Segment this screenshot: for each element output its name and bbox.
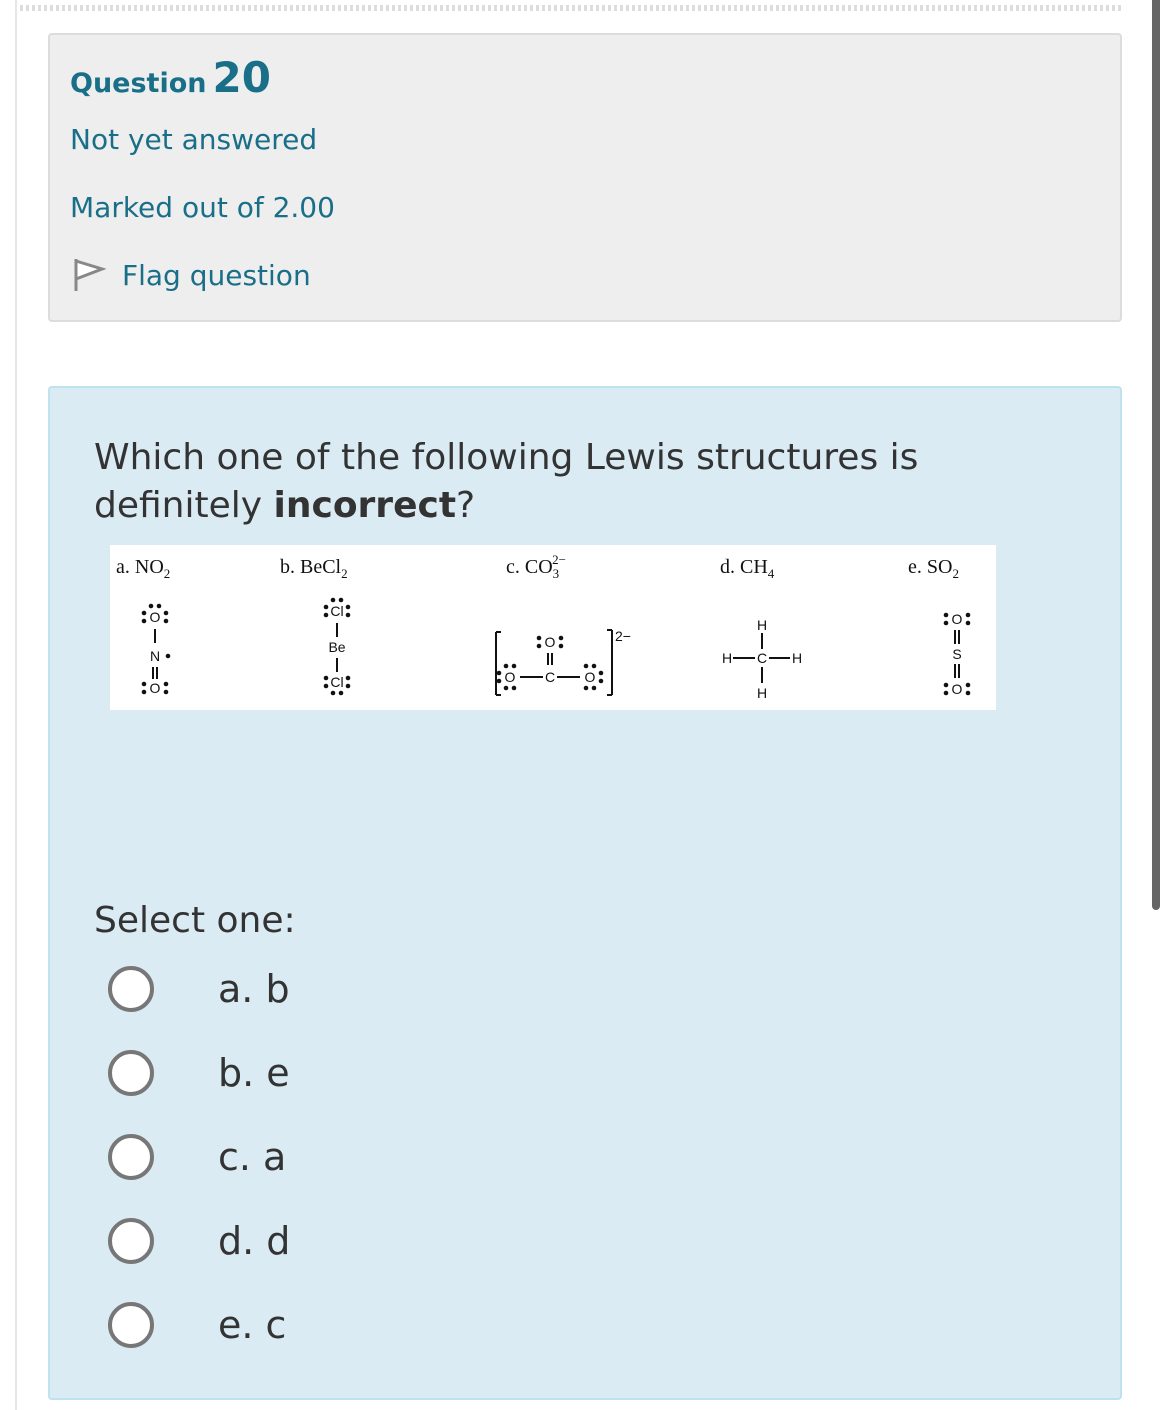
electron-dot: [504, 686, 509, 691]
electron-dot: [166, 654, 171, 659]
question-state: Not yet answered: [70, 123, 318, 156]
question-text-bold: incorrect: [273, 485, 457, 526]
electron-dot: [512, 686, 517, 691]
electron-dot: [592, 686, 597, 691]
atom-label: O: [149, 680, 161, 696]
flag-question-label: Flag question: [122, 258, 311, 292]
answer-option[interactable]: [108, 1134, 286, 1180]
answer-option-label: a. b: [218, 967, 290, 1011]
question-text: [94, 434, 994, 530]
select-one-prompt: Select one:: [94, 900, 296, 941]
electron-dot: [324, 676, 329, 681]
electron-dot: [966, 621, 971, 626]
atom-label: H: [791, 650, 803, 666]
radio-button[interactable]: [108, 1134, 154, 1180]
flag-icon: [72, 257, 106, 293]
electron-dot: [142, 611, 147, 616]
electron-dot: [324, 605, 329, 610]
structure-label: b. BeCl$_2$: [280, 556, 348, 581]
electron-dot: [599, 679, 604, 684]
atom-label: O: [951, 681, 963, 697]
electron-dot: [497, 679, 502, 684]
electron-dot: [164, 611, 169, 616]
structure-label: c. $CO_32-$: [506, 552, 567, 581]
answer-option[interactable]: [108, 966, 290, 1012]
atom-label: Be: [328, 639, 346, 655]
electron-dot: [157, 604, 162, 609]
question-content: [48, 386, 1122, 1400]
answer-option[interactable]: [108, 1050, 290, 1096]
electron-dot: [346, 684, 351, 689]
question-text-part: Which one of the following Lewis structures is definitely: [94, 437, 919, 526]
electron-dot: [142, 682, 147, 687]
answer-option[interactable]: [108, 1218, 290, 1264]
radio-button[interactable]: [108, 966, 154, 1012]
atom-label: H: [756, 685, 768, 701]
electron-dot: [339, 691, 344, 696]
electron-dot: [966, 683, 971, 688]
electron-dot: [512, 664, 517, 669]
electron-dot: [331, 691, 336, 696]
atom-label: C: [544, 669, 556, 685]
atom-label: O: [544, 634, 556, 650]
electron-dot: [559, 636, 564, 641]
electron-dot: [339, 598, 344, 603]
electron-dot: [966, 691, 971, 696]
electron-dot: [537, 636, 542, 641]
electron-dot: [599, 671, 604, 676]
answer-option-label: e. c: [218, 1303, 287, 1347]
atom-label: O: [584, 669, 596, 685]
atom-label: N: [149, 648, 161, 664]
electron-dot: [966, 613, 971, 618]
radio-button[interactable]: [108, 1050, 154, 1096]
electron-dot: [324, 613, 329, 618]
electron-dot: [164, 682, 169, 687]
atom-label: O: [504, 669, 516, 685]
electron-dot: [497, 671, 502, 676]
question-text-end: ?: [456, 485, 476, 526]
structure-label: d. $CH_4$: [720, 556, 775, 581]
electron-dot: [944, 621, 949, 626]
atom-label: S: [952, 646, 962, 662]
structure-label: e. $SO_2$: [908, 556, 959, 581]
question-number: [70, 53, 271, 102]
structure-label: a. $NO_2$: [116, 556, 171, 581]
electron-dot: [164, 690, 169, 695]
electron-dot: [324, 684, 329, 689]
question-grade: Marked out of 2.00: [70, 191, 335, 224]
electron-dot: [944, 683, 949, 688]
electron-dot: [331, 598, 336, 603]
atom-label: O: [149, 609, 161, 625]
electron-dot: [504, 664, 509, 669]
electron-dot: [944, 691, 949, 696]
electron-dot: [164, 619, 169, 624]
answer-option-label: c. a: [218, 1135, 287, 1179]
electron-dot: [142, 690, 147, 695]
radio-button[interactable]: [108, 1218, 154, 1264]
question-number-value: 20: [212, 53, 271, 102]
page-left-rule: [15, 0, 17, 1410]
electron-dot: [346, 613, 351, 618]
radio-button[interactable]: [108, 1302, 154, 1348]
atom-label: H: [721, 650, 733, 666]
answer-option-label: b. e: [218, 1051, 290, 1095]
lewis-structures-figure: [110, 545, 996, 710]
atom-label: H: [756, 617, 768, 633]
atom-label: Cl: [330, 603, 344, 619]
scrollbar[interactable]: [1152, 0, 1160, 910]
electron-dot: [592, 664, 597, 669]
electron-dot: [584, 664, 589, 669]
divider: [20, 5, 1122, 11]
electron-dot: [944, 613, 949, 618]
electron-dot: [584, 686, 589, 691]
electron-dot: [346, 605, 351, 610]
atom-label: C: [756, 650, 768, 666]
question-word: Question: [70, 68, 207, 99]
answer-option[interactable]: [108, 1302, 286, 1348]
answer-option-label: d. d: [218, 1219, 291, 1263]
electron-dot: [142, 619, 147, 624]
atom-label: O: [951, 611, 963, 627]
electron-dot: [149, 604, 154, 609]
atom-label: Cl: [330, 674, 344, 690]
electron-dot: [559, 644, 564, 649]
charge-label: 2−: [615, 628, 631, 644]
flag-question-button[interactable]: [72, 257, 311, 293]
electron-dot: [346, 676, 351, 681]
electron-dot: [537, 644, 542, 649]
question-info-panel: [48, 33, 1122, 322]
